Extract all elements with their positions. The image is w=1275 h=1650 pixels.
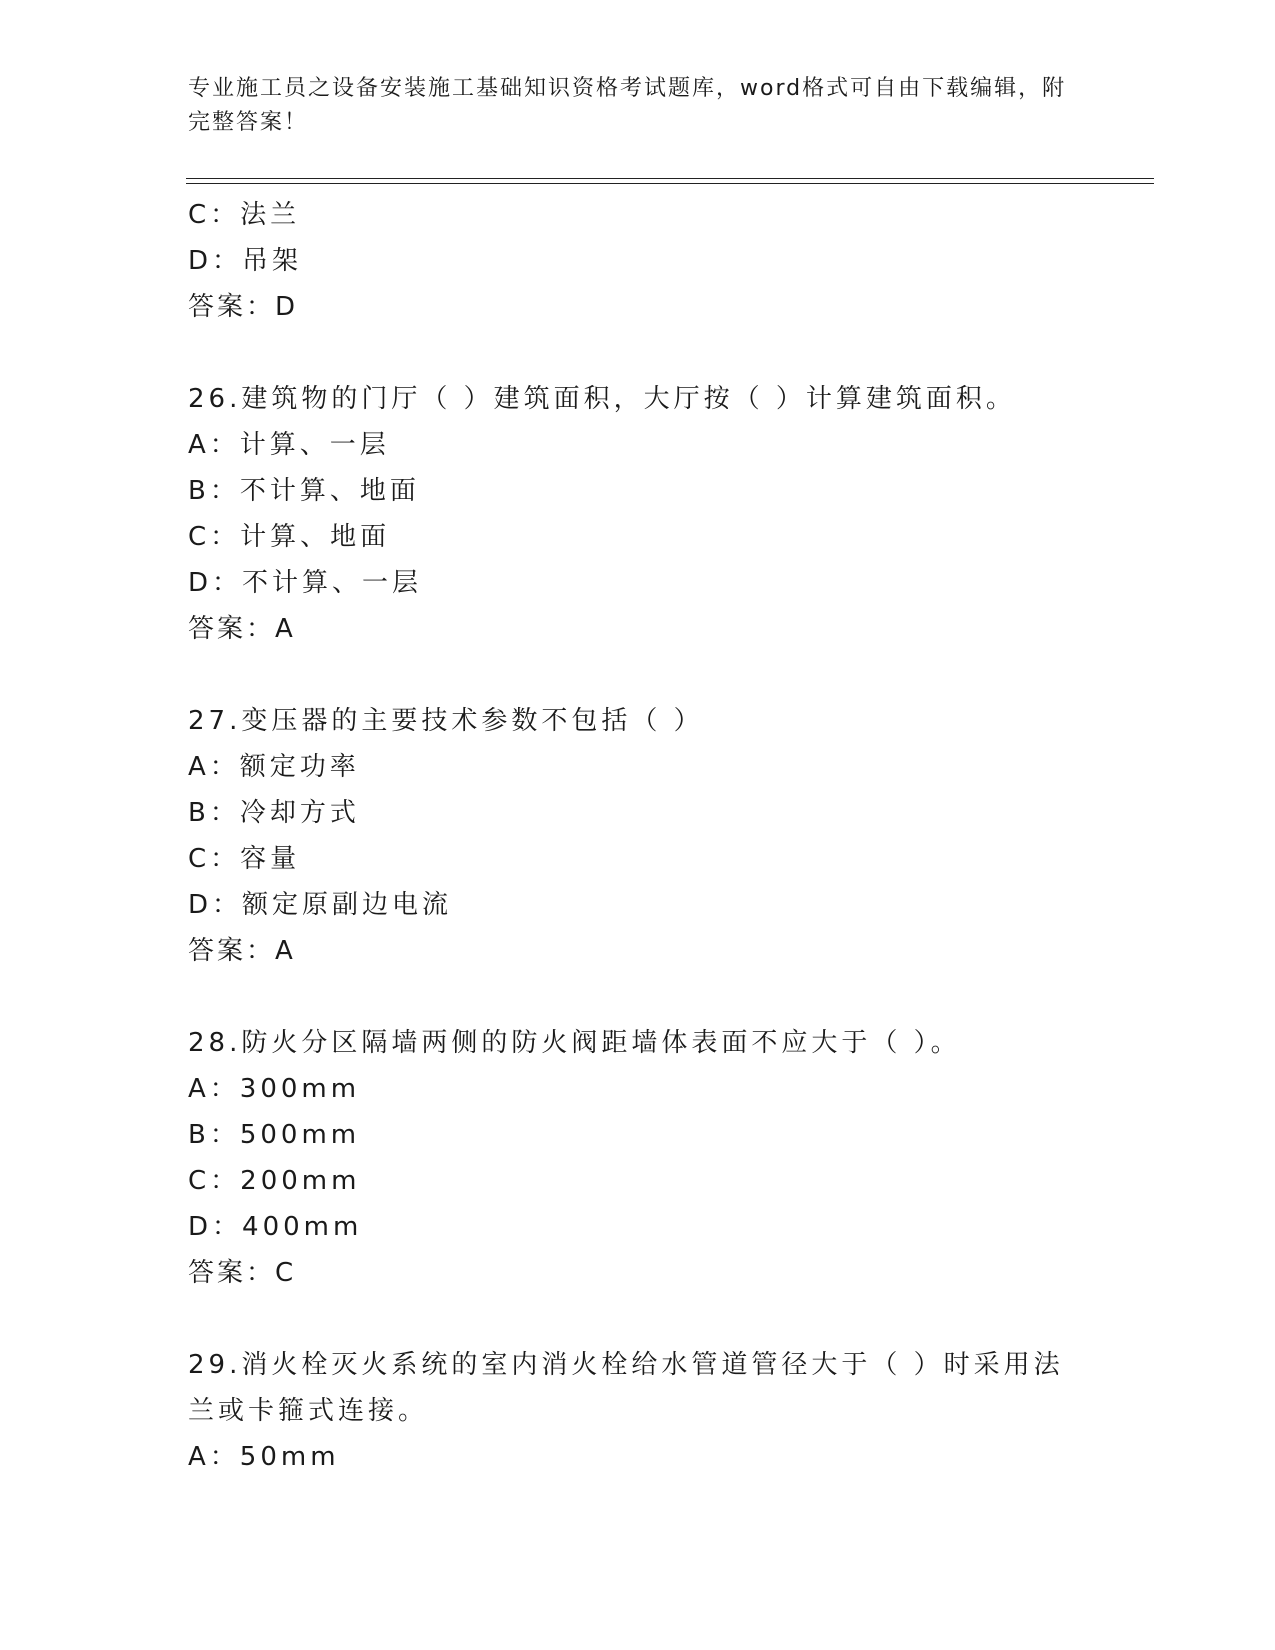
spacer: [188, 330, 1088, 376]
header-divider-bottom: [186, 183, 1154, 184]
spacer: [188, 974, 1088, 1020]
option-d: D：400mm: [188, 1212, 363, 1242]
option-d: D：额定原副边电流: [188, 890, 453, 920]
option-a: A：计算、一层: [188, 430, 390, 460]
option-a: A：300mm: [188, 1074, 361, 1104]
question-text: 29.消火栓灭火系统的室内消火栓给水管道管径大于（ ）时采用法兰或卡箍式连接。: [188, 1350, 1064, 1426]
spacer: [188, 1296, 1088, 1342]
answer-line: 答案：D: [188, 292, 299, 322]
question-list: [188, 192, 1088, 1480]
option-c: C：计算、地面: [188, 522, 391, 552]
spacer: [188, 652, 1088, 698]
document-header: 专业施工员之设备安装施工基础知识资格考试题库，word格式可自由下载编辑，附完整答案！: [188, 76, 1067, 135]
option-b: B：冷却方式: [188, 798, 360, 828]
option-a: A：50mm: [188, 1442, 340, 1472]
option-a: A：额定功率: [188, 752, 360, 782]
question-text: 26.建筑物的门厅（ ）建筑面积，大厅按（ ）计算建筑面积。: [188, 384, 1016, 414]
option-b: B：不计算、地面: [188, 476, 420, 506]
question-text: 28.防火分区隔墙两侧的防火阀距墙体表面不应大于（ ）。: [188, 1028, 961, 1058]
answer-line: 答案：C: [188, 1258, 297, 1288]
question-text: 27.变压器的主要技术参数不包括（ ）: [188, 706, 704, 736]
option-c: C：法兰: [188, 200, 301, 230]
option-d: D：不计算、一层: [188, 568, 423, 598]
option-c: C：容量: [188, 844, 301, 874]
option-d: D：吊架: [188, 246, 303, 276]
answer-line: 答案：A: [188, 936, 296, 966]
option-b: B：500mm: [188, 1120, 361, 1150]
answer-line: 答案：A: [188, 614, 296, 644]
header-divider-top: [186, 178, 1154, 179]
option-c: C：200mm: [188, 1166, 361, 1196]
